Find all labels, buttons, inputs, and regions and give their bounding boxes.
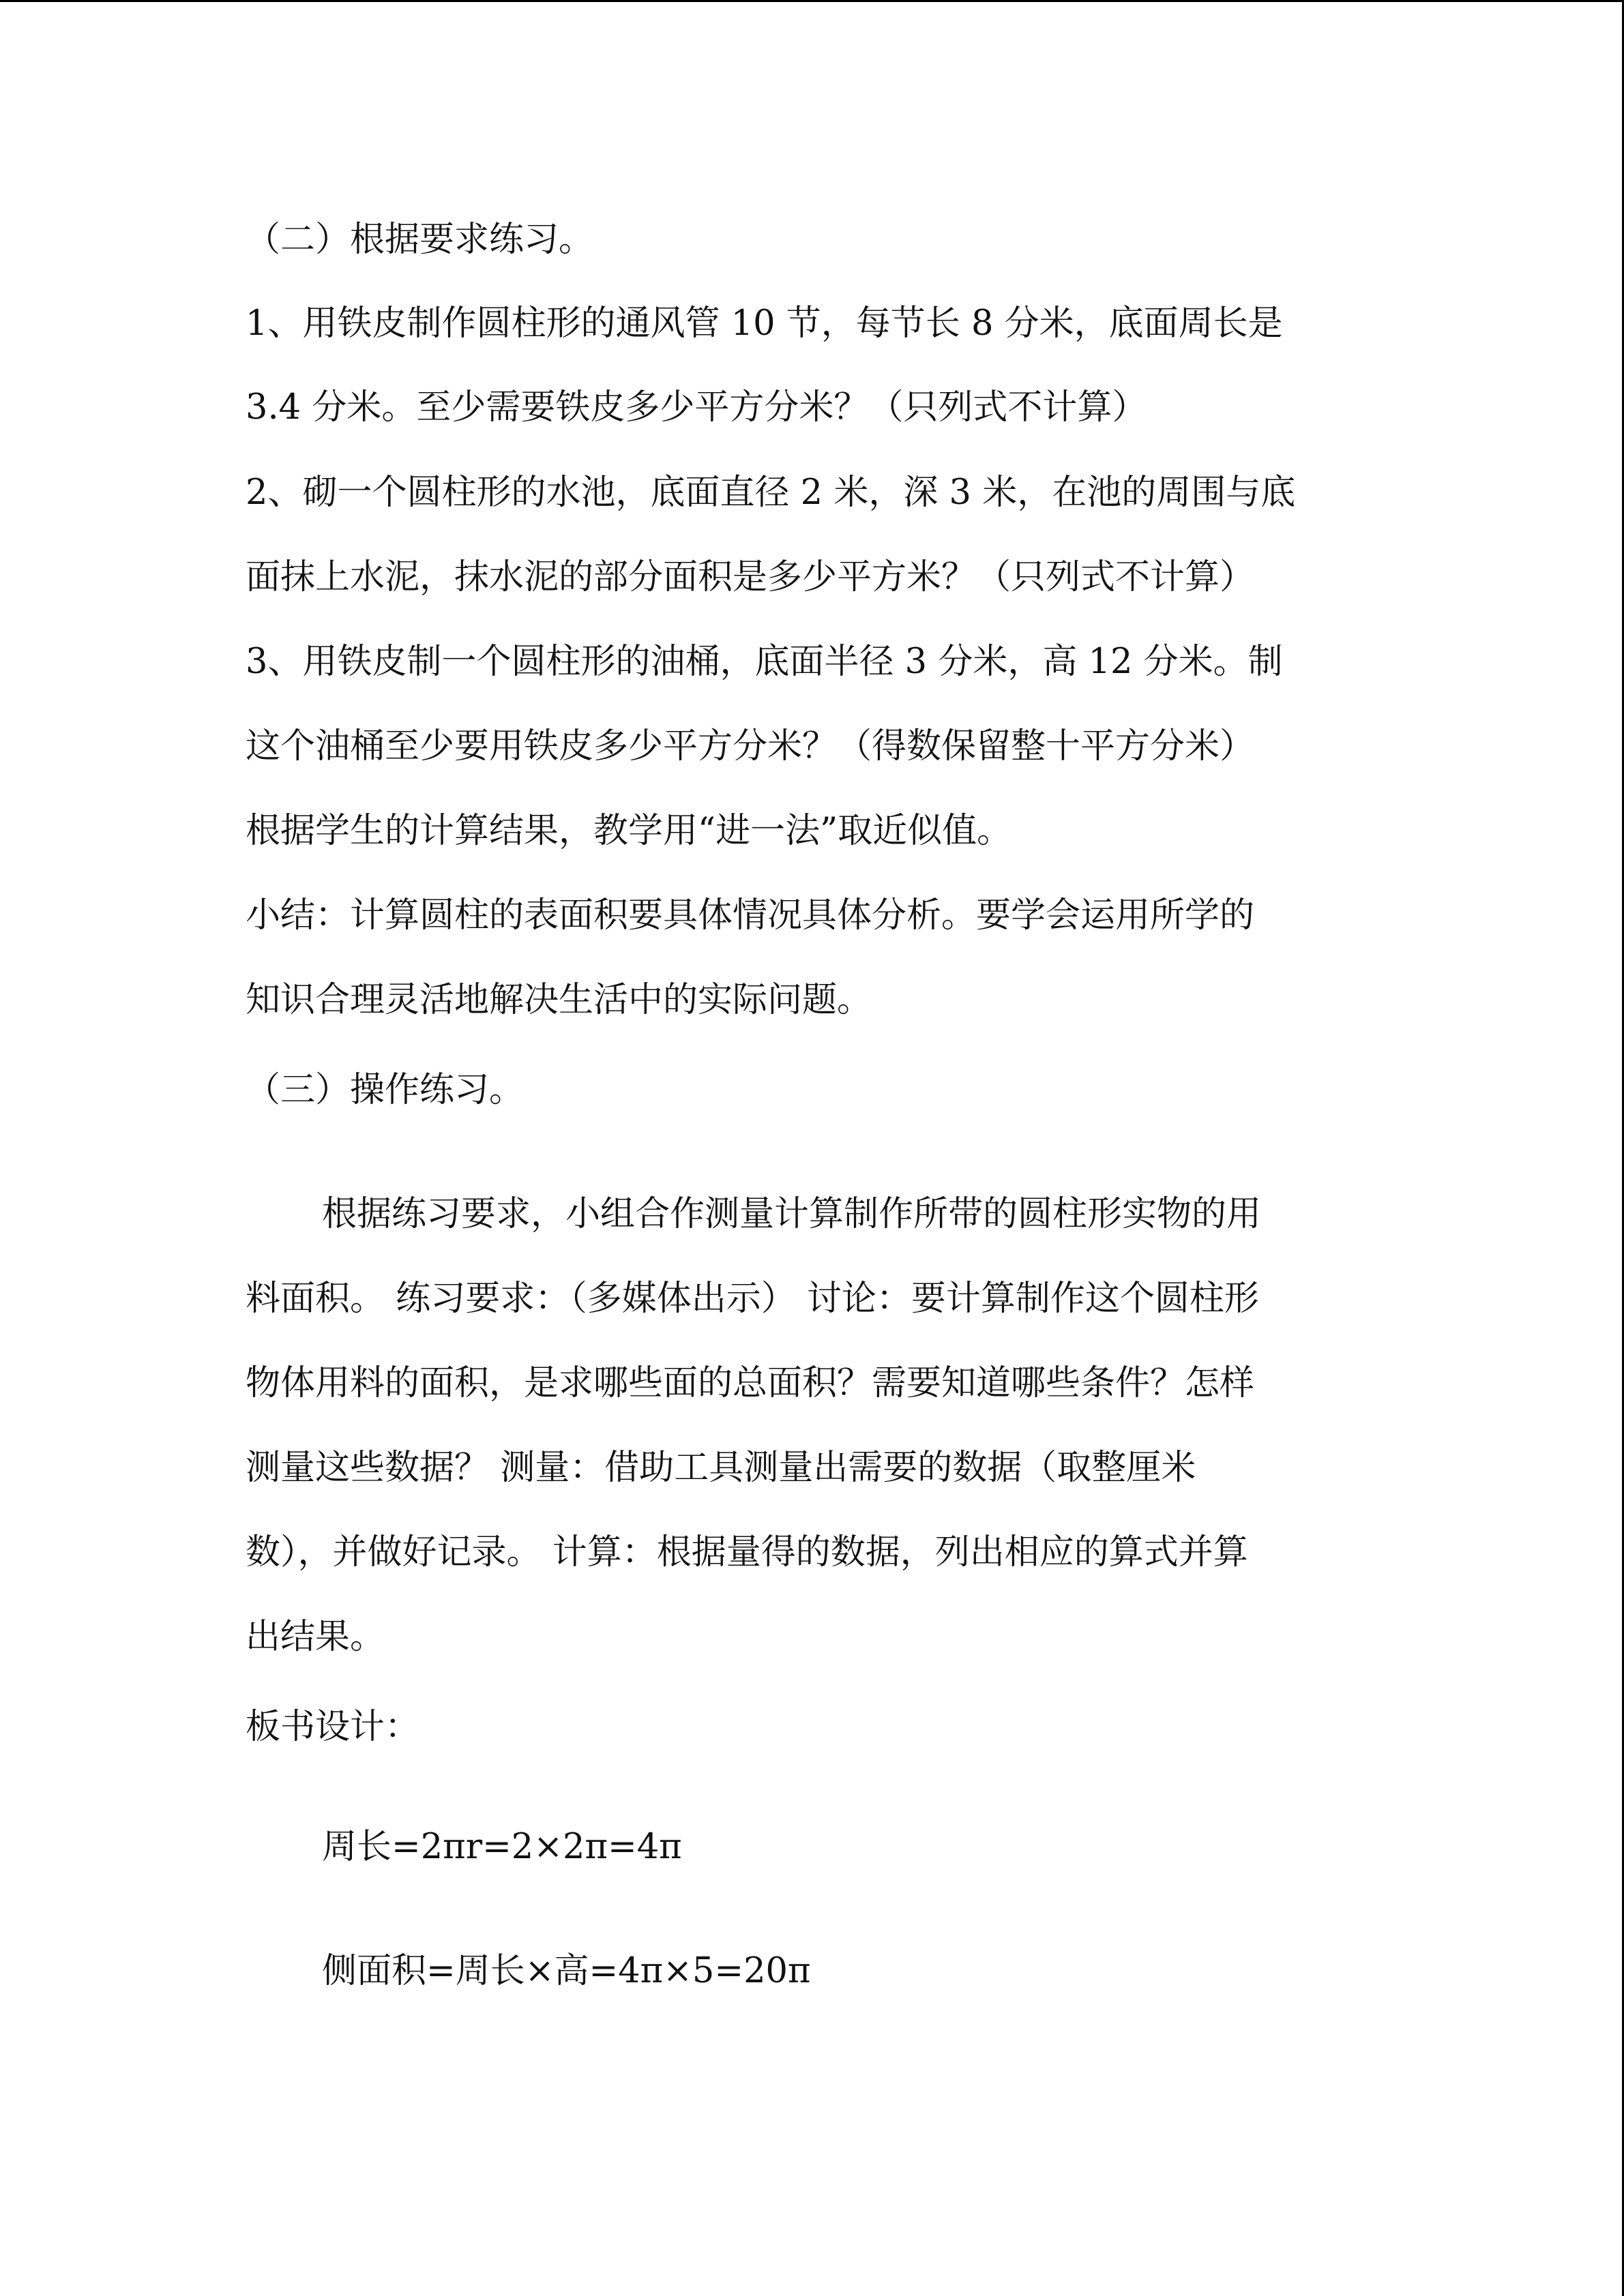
exercise-2-line-1: 2、砌一个圆柱形的水池，底面直径 2 米，深 3 米，在池的周围与底: [246, 473, 1296, 513]
operation-paragraph-line-5: 数），并做好记录。 计算：根据量得的数据，列出相应的算式并算: [246, 1532, 1248, 1572]
summary-line-2: 知识合理灵活地解决生活中的实际问题。: [246, 980, 872, 1020]
exercise-3-line-1: 3、用铁皮制一个圆柱形的油桶，底面半径 3 分米，高 12 分米。制: [246, 642, 1283, 682]
page-top-border: [0, 0, 1624, 2]
formula-circumference: 周长=2πr=2×2π=4π: [322, 1827, 682, 1867]
exercise-1-line-2: 3.4 分米。至少需要铁皮多少平方分米？（只列式不计算）: [246, 387, 1147, 428]
summary-line-1: 小结：计算圆柱的表面积要具体情况具体分析。要学会运用所学的: [246, 895, 1255, 936]
board-design-heading: 板书设计：: [246, 1707, 420, 1747]
section-heading-operation: （三）操作练习。: [246, 1070, 525, 1110]
teaching-note: 根据学生的计算结果，教学用“进一法”取近似值。: [246, 811, 1012, 851]
operation-paragraph-line-4: 测量这些数据？ 测量：借助工具测量出需要的数据（取整厘米: [246, 1448, 1196, 1488]
exercise-1-line-1: 1、用铁皮制作圆柱形的通风管 10 节，每节长 8 分米，底面周长是: [246, 303, 1283, 344]
operation-paragraph-line-6: 出结果。: [246, 1617, 385, 1657]
operation-paragraph-line-2: 料面积。 练习要求：（多媒体出示） 讨论：要计算制作这个圆柱形: [246, 1279, 1259, 1319]
formula-lateral-area: 侧面积=周长×高=4π×5=20π: [322, 1951, 811, 1991]
exercise-3-line-2: 这个油桶至少要用铁皮多少平方分米？（得数保留整十平方分米）: [246, 726, 1255, 766]
operation-paragraph-line-1: 根据练习要求，小组合作测量计算制作所带的圆柱形实物的用: [322, 1194, 1262, 1234]
operation-paragraph-line-3: 物体用料的面积，是求哪些面的总面积？需要知道哪些条件？怎样: [246, 1363, 1255, 1403]
section-heading-practice: （二）根据要求练习。: [246, 220, 594, 260]
exercise-2-line-2: 面抹上水泥，抹水泥的部分面积是多少平方米？（只列式不计算）: [246, 557, 1255, 597]
